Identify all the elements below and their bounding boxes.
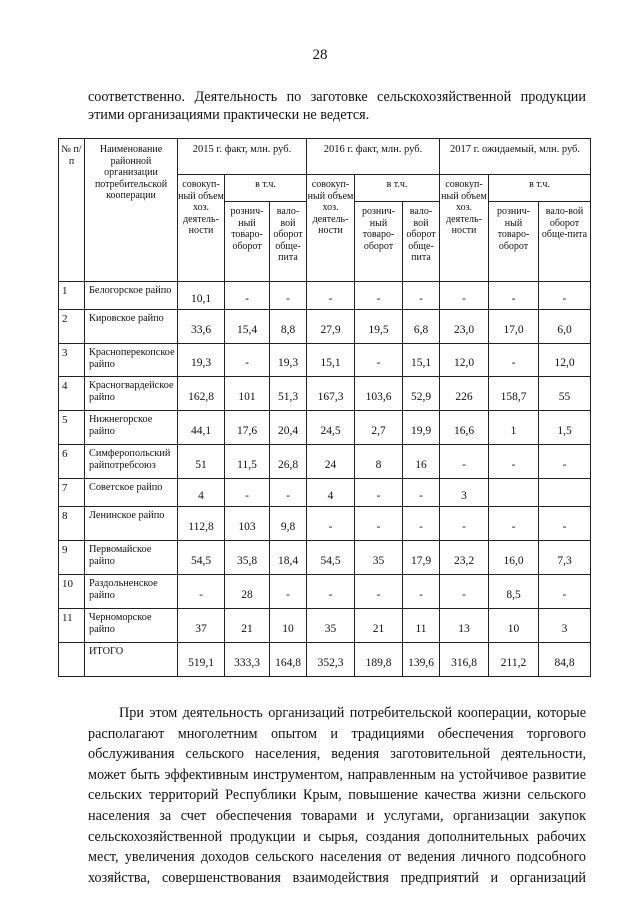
value-cell: 17,9 <box>403 541 440 575</box>
row-number: 2 <box>59 310 85 344</box>
value-cell: 101 <box>225 377 270 411</box>
closing-line: располагают многолетним опытом и традициями обеспечения торгового <box>88 725 586 742</box>
table-row <box>59 479 591 507</box>
header-total-volume: совокуп-ный объем хоз. деятель-ности <box>307 175 355 282</box>
value-cell: 4 <box>178 479 225 507</box>
organization-name: Нижнегорское райпо <box>85 411 178 445</box>
organization-name: Советское райпо <box>85 479 178 507</box>
row-number <box>59 643 85 677</box>
value-cell <box>539 479 591 507</box>
organization-name: Черноморское райпо <box>85 609 178 643</box>
value-cell: 51 <box>178 445 225 479</box>
value-cell: - <box>489 507 539 541</box>
value-cell: - <box>178 575 225 609</box>
value-cell: 8,5 <box>489 575 539 609</box>
value-cell: 35,8 <box>225 541 270 575</box>
table-row <box>59 282 591 310</box>
row-number: 6 <box>59 445 85 479</box>
value-cell: 316,8 <box>440 643 489 677</box>
closing-line: населения за счет обеспечения товарами и услугами, организации закупок <box>88 807 586 824</box>
value-cell: 16 <box>403 445 440 479</box>
header-year-2016: 2016 г. факт, млн. руб. <box>307 139 440 175</box>
value-cell: - <box>225 282 270 310</box>
value-cell: - <box>403 479 440 507</box>
row-number: 4 <box>59 377 85 411</box>
value-cell: - <box>403 575 440 609</box>
value-cell: 16,6 <box>440 411 489 445</box>
value-cell: 44,1 <box>178 411 225 445</box>
value-cell: 15,4 <box>225 310 270 344</box>
value-cell: 2,7 <box>355 411 403 445</box>
value-cell: - <box>355 344 403 377</box>
value-cell: 37 <box>178 609 225 643</box>
value-cell: - <box>307 507 355 541</box>
table-body <box>59 282 591 677</box>
value-cell: - <box>539 445 591 479</box>
value-cell: 20,4 <box>270 411 307 445</box>
row-number: 5 <box>59 411 85 445</box>
table-row <box>59 575 591 609</box>
value-cell: 23,0 <box>440 310 489 344</box>
value-cell: 17,6 <box>225 411 270 445</box>
row-number: 9 <box>59 541 85 575</box>
value-cell: - <box>440 282 489 310</box>
value-cell: 4 <box>307 479 355 507</box>
header-retail-turnover: рознич-ный товаро-оборот <box>489 202 539 282</box>
value-cell: 6,8 <box>403 310 440 344</box>
value-cell: 8 <box>355 445 403 479</box>
value-cell: - <box>307 575 355 609</box>
value-cell: - <box>489 344 539 377</box>
value-cell: - <box>270 479 307 507</box>
value-cell: 19,9 <box>403 411 440 445</box>
value-cell: 84,8 <box>539 643 591 677</box>
value-cell: 3 <box>440 479 489 507</box>
organization-name: Кировское райпо <box>85 310 178 344</box>
value-cell: - <box>270 282 307 310</box>
value-cell: 1 <box>489 411 539 445</box>
value-cell: 19,3 <box>270 344 307 377</box>
value-cell: 51,3 <box>270 377 307 411</box>
table-row <box>59 377 591 411</box>
header-year-2015: 2015 г. факт, млн. руб. <box>178 139 307 175</box>
value-cell: 519,1 <box>178 643 225 677</box>
value-cell: - <box>355 507 403 541</box>
value-cell: 9,8 <box>270 507 307 541</box>
value-cell: 13 <box>440 609 489 643</box>
value-cell: 12,0 <box>440 344 489 377</box>
organization-name: Раздольненское райпо <box>85 575 178 609</box>
organization-name: Ленинское райпо <box>85 507 178 541</box>
closing-line: хозяйства, совершенствования взаимодействия предприятий и организаций <box>88 869 586 886</box>
value-cell: 226 <box>440 377 489 411</box>
table-row <box>59 411 591 445</box>
row-number: 11 <box>59 609 85 643</box>
header-retail-turnover: рознич-ный товаро-оборот <box>355 202 403 282</box>
value-cell: 27,9 <box>307 310 355 344</box>
value-cell: 3 <box>539 609 591 643</box>
value-cell: 35 <box>307 609 355 643</box>
table-row <box>59 609 591 643</box>
header-year-2017: 2017 г. ожидаемый, млн. руб. <box>440 139 591 175</box>
value-cell: 26,8 <box>270 445 307 479</box>
table-row <box>59 344 591 377</box>
value-cell: 33,6 <box>178 310 225 344</box>
value-cell: 6,0 <box>539 310 591 344</box>
value-cell: 23,2 <box>440 541 489 575</box>
value-cell: - <box>225 479 270 507</box>
value-cell: 352,3 <box>307 643 355 677</box>
table-row <box>59 507 591 541</box>
value-cell: 52,9 <box>403 377 440 411</box>
closing-line: При этом деятельность организаций потребительской кооперации, которые <box>119 705 586 721</box>
value-cell: 189,8 <box>355 643 403 677</box>
value-cell: 8,8 <box>270 310 307 344</box>
value-cell: 15,1 <box>307 344 355 377</box>
header-total-volume: совокуп-ный объем хоз. деятель-ности <box>178 175 225 282</box>
value-cell: - <box>440 445 489 479</box>
header-catering-turnover: вало-вой оборот обще-пита <box>539 202 591 282</box>
row-number: 8 <box>59 507 85 541</box>
row-number: 7 <box>59 479 85 507</box>
organization-name: ИТОГО <box>85 643 178 677</box>
value-cell: - <box>225 344 270 377</box>
value-cell: - <box>539 575 591 609</box>
value-cell: 55 <box>539 377 591 411</box>
closing-line: сельских территорий Республики Крым, повышение качества жизни сельского <box>88 787 586 804</box>
header-total-volume: совокуп-ный объем хоз. деятель-ности <box>440 175 489 282</box>
header-retail-turnover: рознич-ный товаро-оборот <box>225 202 270 282</box>
value-cell <box>489 479 539 507</box>
value-cell: 103,6 <box>355 377 403 411</box>
header-including: в т.ч. <box>225 175 307 202</box>
value-cell: - <box>489 445 539 479</box>
table-row <box>59 310 591 344</box>
value-cell: - <box>307 282 355 310</box>
value-cell: 17,0 <box>489 310 539 344</box>
closing-paragraph <box>88 703 586 888</box>
value-cell: 24,5 <box>307 411 355 445</box>
header-including: в т.ч. <box>489 175 591 202</box>
value-cell: - <box>355 282 403 310</box>
value-cell: 54,5 <box>307 541 355 575</box>
value-cell: 7,3 <box>539 541 591 575</box>
intro-line: этими организациями практически не ведется. <box>88 107 370 123</box>
value-cell: - <box>539 282 591 310</box>
header-including: в т.ч. <box>355 175 440 202</box>
value-cell: - <box>355 479 403 507</box>
value-cell: - <box>355 575 403 609</box>
value-cell: 1,5 <box>539 411 591 445</box>
row-number: 3 <box>59 344 85 377</box>
header-organization-name: Наименование районной организации потребительской кооперации <box>85 139 178 282</box>
value-cell: 112,8 <box>178 507 225 541</box>
value-cell: 21 <box>225 609 270 643</box>
table-row <box>59 445 591 479</box>
value-cell: 11,5 <box>225 445 270 479</box>
value-cell: 11 <box>403 609 440 643</box>
value-cell: 35 <box>355 541 403 575</box>
table-row <box>59 541 591 575</box>
organization-name: Симферопольский райпотребсоюз <box>85 445 178 479</box>
page-number: 28 <box>312 47 328 63</box>
value-cell: 12,0 <box>539 344 591 377</box>
header-catering-turnover: вало-вой оборот обще-пита <box>270 202 307 282</box>
organization-name: Белогорское райпо <box>85 282 178 310</box>
value-cell: - <box>403 507 440 541</box>
cooperative-activity-table <box>58 138 591 677</box>
value-cell: 19,5 <box>355 310 403 344</box>
value-cell: - <box>440 575 489 609</box>
value-cell: 333,3 <box>225 643 270 677</box>
value-cell: 21 <box>355 609 403 643</box>
value-cell: 10,1 <box>178 282 225 310</box>
value-cell: 139,6 <box>403 643 440 677</box>
value-cell: 158,7 <box>489 377 539 411</box>
value-cell: 162,8 <box>178 377 225 411</box>
organization-name: Красногвардейское райпо <box>85 377 178 411</box>
row-number: 1 <box>59 282 85 310</box>
intro-paragraph <box>88 88 586 124</box>
value-cell: 16,0 <box>489 541 539 575</box>
value-cell: 10 <box>489 609 539 643</box>
value-cell: 164,8 <box>270 643 307 677</box>
organization-name: Красноперекопское райпо <box>85 344 178 377</box>
value-cell: - <box>440 507 489 541</box>
value-cell: 28 <box>225 575 270 609</box>
closing-line: может быть эффективным инструментом, направленным на устойчивое развитие <box>88 766 586 783</box>
value-cell: - <box>489 282 539 310</box>
value-cell: 167,3 <box>307 377 355 411</box>
organization-name: Первомайское райпо <box>85 541 178 575</box>
row-number: 10 <box>59 575 85 609</box>
value-cell: 211,2 <box>489 643 539 677</box>
intro-line: соответственно. Деятельность по заготовке сельскохозяйственной продукции <box>88 89 586 105</box>
header-catering-turnover: вало-вой оборот обще-пита <box>403 202 440 282</box>
value-cell: 10 <box>270 609 307 643</box>
value-cell: - <box>403 282 440 310</box>
closing-line: сельскохозяйственной продукции и сырья, создания дополнительных рабочих <box>88 828 586 845</box>
value-cell: 19,3 <box>178 344 225 377</box>
value-cell: - <box>539 507 591 541</box>
closing-line: обслуживания сельского населения, ведения заготовительной деятельности, <box>88 746 586 763</box>
value-cell: 15,1 <box>403 344 440 377</box>
header-number: № п/п <box>59 139 85 282</box>
value-cell: 24 <box>307 445 355 479</box>
value-cell: - <box>270 575 307 609</box>
value-cell: 103 <box>225 507 270 541</box>
table-total-row <box>59 643 591 677</box>
value-cell: 18,4 <box>270 541 307 575</box>
closing-line: мест, увеличения доходов сельского населения от ведения личного подсобного <box>88 849 586 866</box>
value-cell: 54,5 <box>178 541 225 575</box>
